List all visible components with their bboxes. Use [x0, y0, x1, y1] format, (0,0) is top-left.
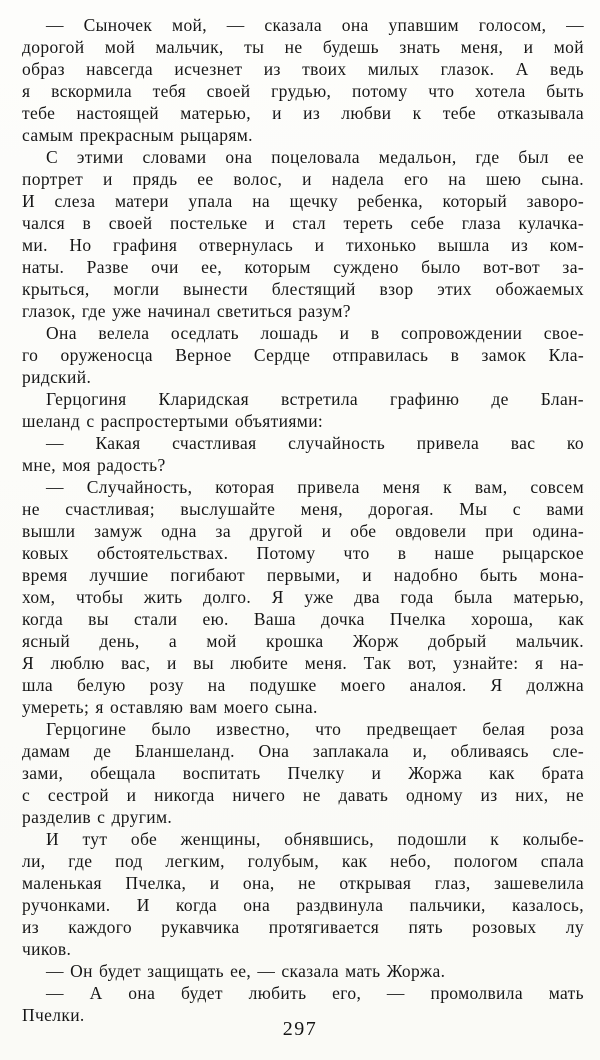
text-line: И слеза матери упала на щечку ребенка, который заворо- — [22, 191, 584, 211]
text-line: ясный день, а мой крошка Жорж добрый мальчик. — [22, 631, 584, 651]
text-line: Я люблю вас, и вы любите меня. Так вот, узнайте: я на- — [22, 653, 584, 673]
text-line: дамам де Бланшеланд. Она заплакала и, обливаясь сле- — [22, 741, 584, 761]
text-line: умереть; я оставляю вам моего сына. — [22, 697, 318, 717]
text-line: шла белую розу на подушке моего аналоя. Я должна — [22, 675, 584, 695]
text-line: маленькая Пчелка, и она, не открывая глаз, зашевелила — [22, 873, 584, 893]
text-line: — Сыночек мой, — сказала она упавшим голосом, — — [46, 15, 584, 35]
text-line: го оруженосца Верное Сердце отправилась в замок Кла- — [22, 345, 584, 365]
text-line: Она велела оседлать лошадь и в сопровождении свое- — [46, 323, 584, 343]
text-line: дорогой мой мальчик, ты не будешь знать меня, и мой — [22, 37, 584, 57]
text-line: портрет и прядь ее волос, и надела его на шею сына. — [22, 169, 584, 189]
text-block — [22, 14, 584, 1026]
text-line: крыться, могли вынести блестящий взор этих обожаемых — [22, 279, 584, 299]
text-line: разделив с другим. — [22, 807, 173, 827]
text-line: с сестрой и никогда ничего не давать одному из них, не — [22, 785, 584, 805]
text-line: мне, моя радость? — [22, 455, 166, 475]
text-line: чался в своей постельке и стал тереть себе глаза кулачка- — [22, 213, 584, 233]
text-line: глазок, где уже начинал светиться разум? — [22, 301, 351, 321]
text-line: наты. Разве очи ее, которым суждено было вот-вот за- — [22, 257, 584, 277]
text-line: С этими словами она поцеловала медальон, где был ее — [46, 147, 584, 167]
text-line: чиков. — [22, 939, 72, 959]
text-line: — Случайность, которая привела меня к вам, совсем — [46, 477, 584, 497]
text-line: ми. Но графиня отвернулась и тихонько вышла из ком- — [22, 235, 584, 255]
text-line: самым прекрасным рыцарям. — [22, 125, 253, 145]
text-line: тебе настоящей матерью, и из любви к тебе отказывала — [22, 103, 584, 123]
text-line: ручонками. И когда она раздвинула пальчики, казалось, — [22, 895, 584, 915]
text-line: я вскормила тебя своей грудью, потому что хотела быть — [22, 81, 584, 101]
text-line: ли, где под легким, голубым, как небо, пологом спала — [22, 851, 584, 871]
text-line: Герцогине было известно, что предвещает белая роза — [46, 719, 584, 739]
text-line: время лучшие погибают первыми, и надобно быть мона- — [22, 565, 584, 585]
text-line: образ навсегда исчезнет из твоих милых глазок. А ведь — [22, 59, 584, 79]
page-number: 297 — [282, 1018, 318, 1040]
text-line: из каждого рукавчика протягивается пять розовых лу — [22, 917, 584, 937]
text-line: зами, обещала воспитать Пчелку и Жоржа как брата — [22, 763, 584, 783]
text-line: — Какая счастливая случайность привела вас ко — [46, 433, 584, 453]
text-line: шеланд с распростертыми объятиями: — [22, 411, 324, 431]
text-line: И тут обе женщины, обнявшись, подошли к колыбе- — [46, 829, 584, 849]
text-line: Пчелки. — [22, 1005, 85, 1025]
text-line: вышли замуж одна за другой и обе овдовели при одина- — [22, 521, 584, 541]
text-line: — Он будет защищать ее, — сказала мать Жоржа. — [46, 961, 446, 981]
text-line: ковых обстоятельствах. Потому что в наше рыцарское — [22, 543, 584, 563]
text-line: Герцогиня Кларидская встретила графиню де Блан- — [46, 389, 584, 409]
text-line: ридский. — [22, 367, 92, 387]
text-line: хом, чтобы жить долго. Я уже два года была матерью, — [22, 587, 584, 607]
text-line: когда вы стали ею. Ваша дочка Пчелка хороша, как — [22, 609, 584, 629]
text-line: не счастливая; выслушайте меня, дорогая. Мы с вами — [22, 499, 584, 519]
text-line: — А она будет любить его, — промолвила мать — [46, 983, 584, 1003]
